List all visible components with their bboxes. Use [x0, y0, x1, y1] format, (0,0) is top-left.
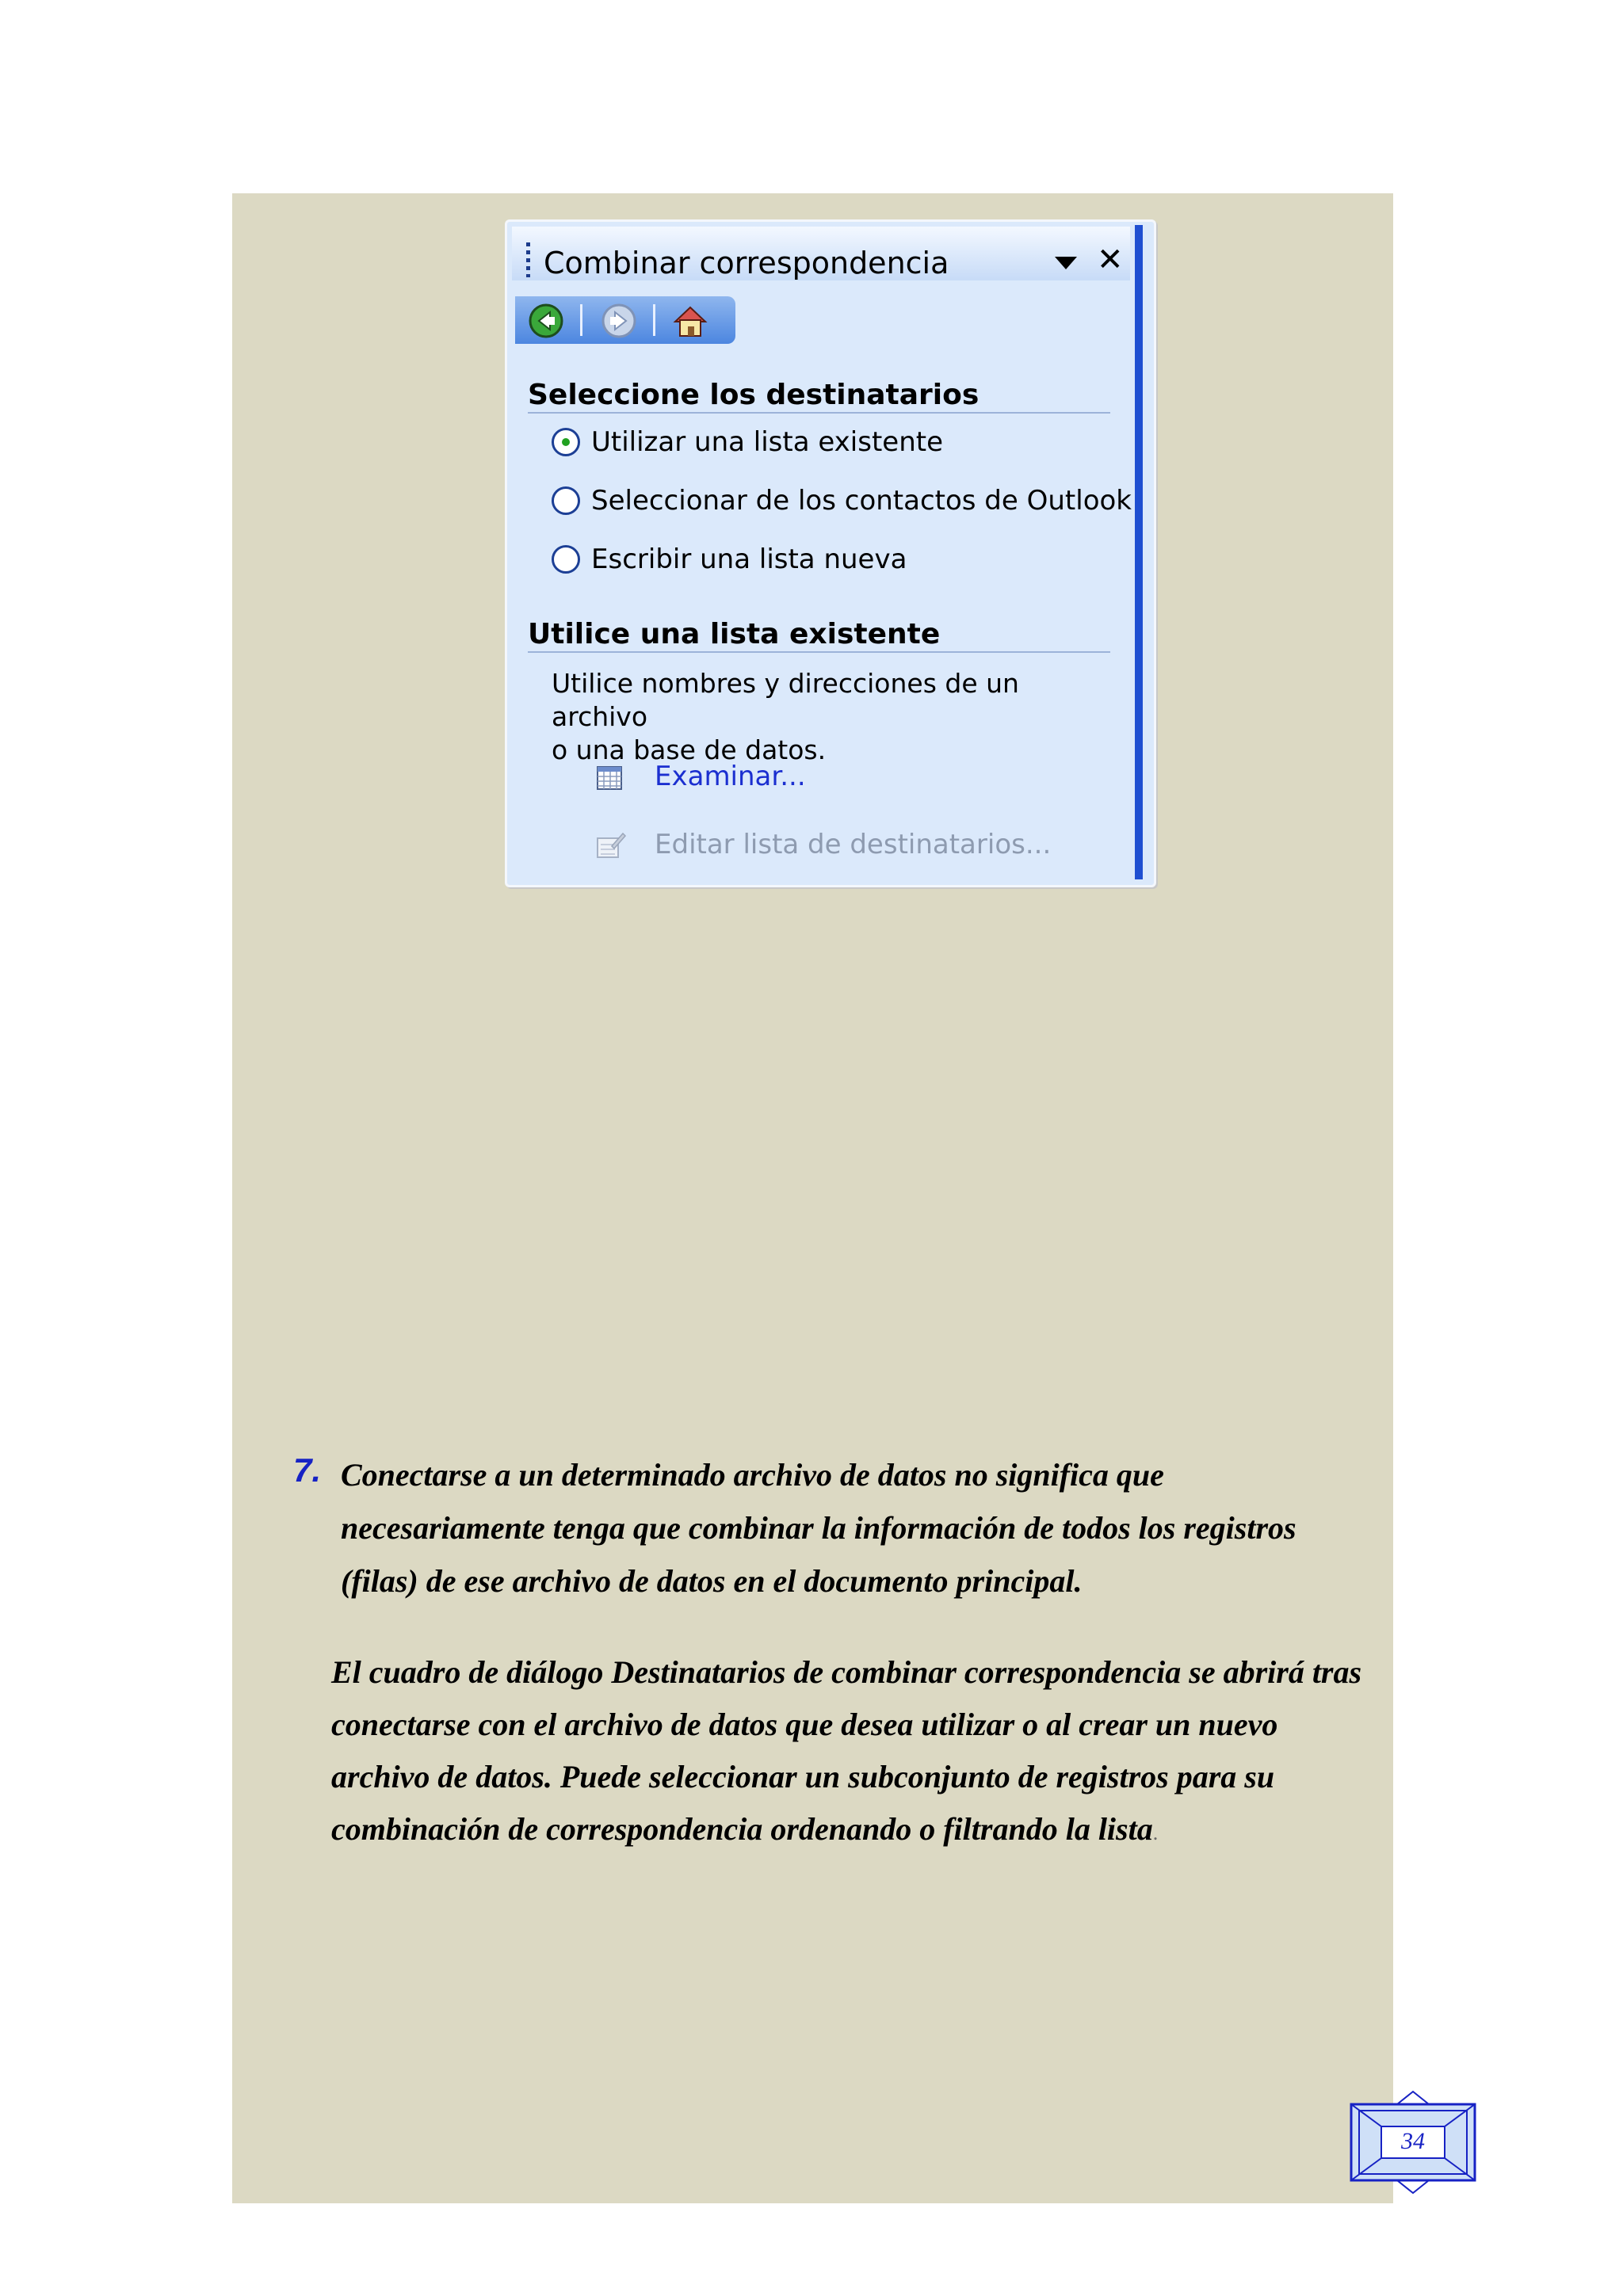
nav-separator	[653, 304, 655, 336]
browse-link-label[interactable]: Examinar...	[655, 761, 806, 792]
radio-button[interactable]	[552, 486, 580, 515]
section-title-recipients: Seleccione los destinatarios	[528, 379, 980, 411]
drag-grip-icon[interactable]	[526, 242, 530, 277]
section-divider	[528, 651, 1110, 653]
pane-title: Combinar correspondencia	[544, 246, 949, 280]
nav-separator	[580, 304, 582, 336]
radio-label: Seleccionar de los contactos de Outlook	[591, 485, 1132, 517]
section-divider	[528, 412, 1110, 414]
nav-toolbar	[515, 296, 735, 344]
close-icon[interactable]: ✕	[1097, 242, 1124, 278]
forward-icon[interactable]	[601, 303, 637, 339]
page-number-badge	[1350, 2090, 1476, 2195]
back-icon[interactable]	[528, 303, 564, 339]
mail-merge-task-pane	[505, 219, 1156, 887]
body-paragraph	[331, 1646, 1377, 1859]
paragraph-trailing-period: .	[1152, 1821, 1159, 1844]
item-text: Conectarse a un determinado archivo de datos no significa que necesariamente tenga que combinar la información de todos los registros (filas) de ese archivo de datos en el documento principal.	[341, 1457, 1296, 1599]
radio-button-checked[interactable]	[552, 428, 580, 456]
edit-list-icon	[594, 829, 626, 860]
section-description	[552, 667, 1122, 767]
home-icon[interactable]	[672, 303, 708, 339]
radio-button[interactable]	[552, 545, 580, 574]
section-title-existing-list: Utilice una lista existente	[528, 618, 941, 650]
description-line: o una base de datos.	[552, 734, 827, 765]
edit-recipients-label: Editar lista de destinatarios...	[655, 829, 1052, 860]
pane-header	[512, 227, 1130, 280]
description-line: Utilice nombres y direcciones de un archivo	[552, 668, 1019, 732]
page-number: 34	[1401, 2128, 1425, 2154]
paragraph-text: El cuadro de diálogo Destinatarios de combinar correspondencia se abrirá tras conectarse con el archivo de datos que desea utilizar o al crear un nuevo archivo de datos. Puede seleccionar un subconjunto de registros para su combinación de correspondencia ordenando o filtrando la lista	[331, 1654, 1362, 1847]
radio-label: Escribir una lista nueva	[591, 543, 907, 575]
item-number: 7.	[293, 1451, 322, 1489]
radio-label: Utilizar una lista existente	[591, 426, 943, 458]
table-icon	[594, 761, 626, 792]
dropdown-icon[interactable]	[1055, 257, 1077, 269]
pane-border-accent	[1135, 225, 1143, 879]
